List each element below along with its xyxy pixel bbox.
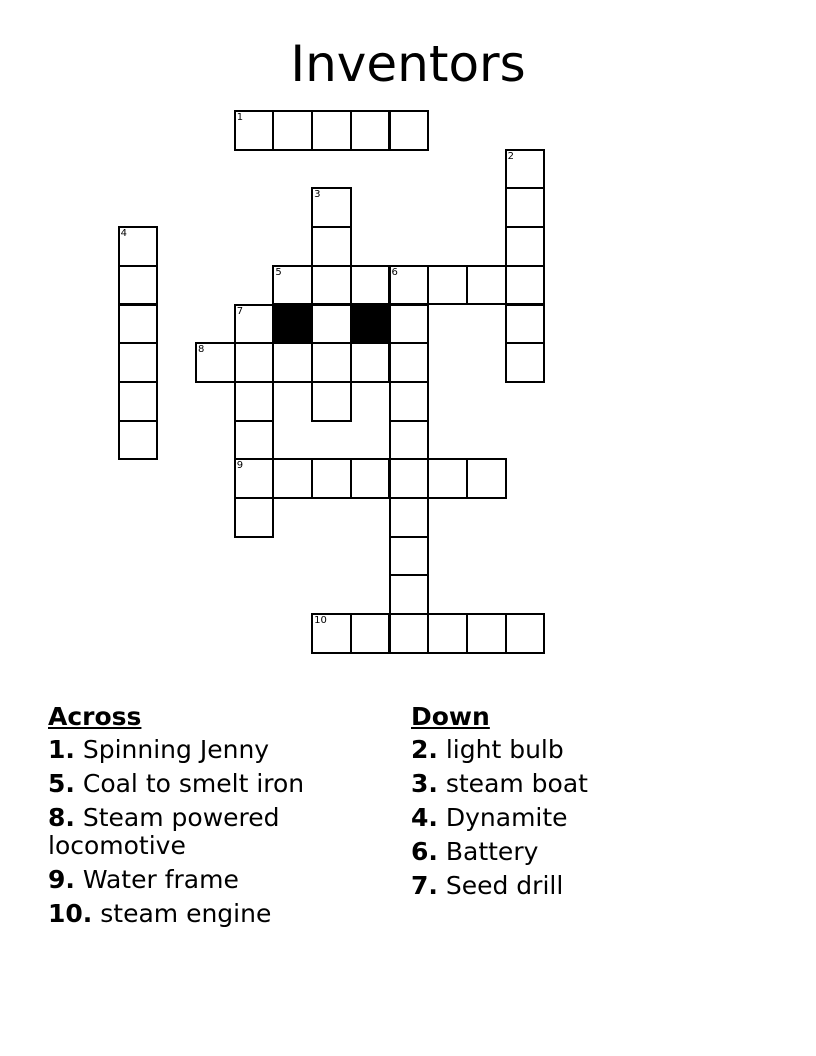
grid-cell[interactable] [195, 342, 236, 383]
grid-cell[interactable] [350, 265, 391, 306]
grid-cell[interactable] [466, 458, 507, 499]
clue-text: Seed drill [445, 871, 564, 900]
grid-cell[interactable] [505, 187, 546, 228]
grid-cell[interactable] [505, 342, 546, 383]
grid-cell[interactable] [427, 613, 468, 654]
clue-across-5 [48, 770, 348, 798]
grid-cell[interactable] [389, 110, 430, 151]
grid-cell[interactable] [311, 265, 352, 306]
grid-cell[interactable] [389, 381, 430, 422]
down-heading: Down [411, 702, 490, 731]
grid-cell[interactable] [234, 458, 275, 499]
grid-cell[interactable] [389, 497, 430, 538]
clue-number: 9. [48, 865, 75, 894]
grid-cell[interactable] [350, 613, 391, 654]
grid-cell[interactable] [272, 265, 313, 306]
grid-cell[interactable] [118, 342, 159, 383]
grid-block [350, 304, 391, 345]
clue-text: Steam powered locomotive [48, 803, 280, 860]
grid-cell[interactable] [311, 381, 352, 422]
clue-down-2 [411, 736, 711, 764]
grid-cell[interactable] [350, 110, 391, 151]
cell-number: 8 [198, 344, 205, 356]
grid-cell[interactable] [311, 187, 352, 228]
grid-cell[interactable] [505, 613, 546, 654]
grid-cell[interactable] [311, 458, 352, 499]
across-heading: Across [48, 702, 142, 731]
grid-cell[interactable] [427, 265, 468, 306]
grid-cell[interactable] [118, 304, 159, 345]
grid-cell[interactable] [234, 381, 275, 422]
grid-cell[interactable] [466, 265, 507, 306]
grid-cell[interactable] [389, 304, 430, 345]
cell-number: 1 [236, 112, 244, 123]
grid-cell[interactable] [311, 342, 352, 383]
clue-text: steam engine [100, 899, 272, 928]
clue-text: steam boat [445, 769, 588, 798]
grid-block [272, 304, 313, 345]
clue-down-3 [411, 770, 711, 798]
clue-text: Water frame [82, 865, 239, 894]
grid-cell[interactable] [118, 420, 159, 461]
clue-number: 5. [48, 769, 75, 798]
grid-cell[interactable] [272, 110, 313, 151]
grid-cell[interactable] [389, 574, 430, 615]
grid-cell[interactable] [118, 265, 159, 306]
grid-cell[interactable] [234, 304, 275, 345]
cell-number: 10 [314, 615, 327, 627]
grid-cell[interactable] [389, 613, 430, 654]
clue-number: 3. [411, 769, 438, 798]
clue-down-4 [411, 804, 711, 832]
grid-cell[interactable] [272, 458, 313, 499]
clue-across-8 [48, 804, 348, 860]
grid-cell[interactable] [389, 420, 430, 461]
cell-number: 2 [507, 150, 514, 162]
clue-across-1 [48, 736, 348, 764]
grid-cell[interactable] [272, 342, 313, 383]
cell-number: 3 [314, 189, 321, 201]
clue-text: Battery [445, 837, 539, 866]
clue-text: Spinning Jenny [82, 735, 270, 764]
grid-cell[interactable] [505, 265, 546, 306]
grid-cell[interactable] [311, 110, 352, 151]
clue-number: 4. [411, 803, 438, 832]
grid-cell[interactable] [118, 381, 159, 422]
grid-cell[interactable] [466, 613, 507, 654]
clue-text: Dynamite [445, 803, 568, 832]
grid-cell[interactable] [234, 497, 275, 538]
cell-number: 5 [275, 266, 282, 278]
grid-cell[interactable] [234, 420, 275, 461]
grid-cell[interactable] [350, 458, 391, 499]
clue-number: 2. [411, 735, 438, 764]
clue-text: Coal to smelt iron [82, 769, 305, 798]
grid-cell[interactable] [505, 226, 546, 267]
grid-cell[interactable] [118, 226, 159, 267]
clue-number: 8. [48, 803, 75, 832]
cell-number: 4 [120, 228, 127, 240]
grid-cell[interactable] [389, 265, 430, 306]
grid-cell[interactable] [427, 458, 468, 499]
clue-number: 6. [411, 837, 438, 866]
clue-down-7 [411, 872, 711, 900]
clue-across-9 [48, 866, 348, 894]
clue-across-10 [48, 900, 348, 928]
grid-cell[interactable] [234, 110, 275, 151]
cell-number: 7 [236, 305, 244, 317]
grid-cell[interactable] [311, 304, 352, 345]
cell-number: 9 [236, 460, 244, 472]
grid-cell[interactable] [350, 342, 391, 383]
clue-number: 1. [48, 735, 75, 764]
grid-cell[interactable] [389, 342, 430, 383]
down-clues [411, 700, 711, 906]
across-clues [48, 700, 348, 934]
grid-cell[interactable] [505, 149, 546, 190]
grid-cell[interactable] [311, 613, 352, 654]
grid-cell[interactable] [389, 536, 430, 577]
grid-cell[interactable] [311, 226, 352, 267]
clue-down-6 [411, 838, 711, 866]
grid-cell[interactable] [389, 458, 430, 499]
page-title: Inventors [290, 35, 526, 93]
clue-number: 7. [411, 871, 438, 900]
clue-text: light bulb [445, 735, 564, 764]
grid-cell[interactable] [234, 342, 275, 383]
cell-number: 6 [391, 266, 398, 278]
clue-number: 10. [48, 899, 93, 928]
grid-cell[interactable] [505, 304, 546, 345]
